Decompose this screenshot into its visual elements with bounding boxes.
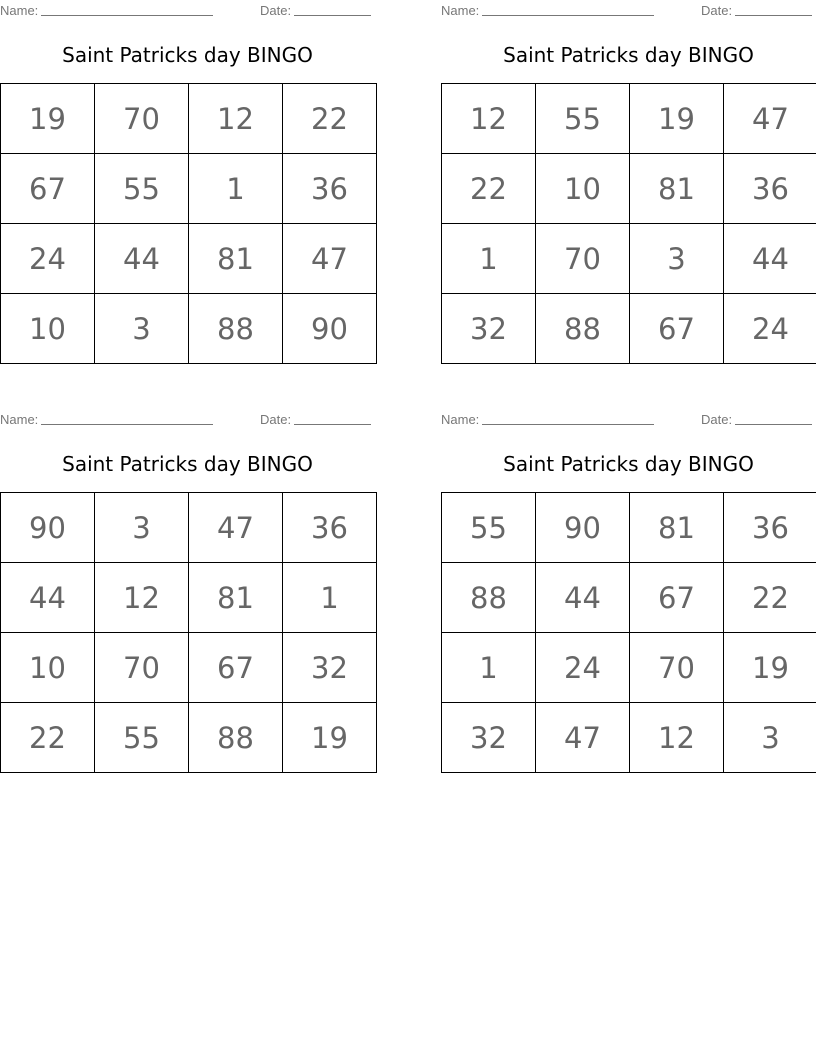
grid-cell: 44 xyxy=(1,563,95,633)
grid-row xyxy=(442,154,816,224)
grid-cell: 36 xyxy=(283,154,377,224)
card-title: Saint Patricks day BINGO xyxy=(503,43,754,67)
grid-cell: 47 xyxy=(536,703,630,773)
grid-cell: 88 xyxy=(442,563,536,633)
grid-cell: 88 xyxy=(189,703,283,773)
grid-row xyxy=(442,633,816,703)
grid-cell: 90 xyxy=(283,294,377,364)
grid-cell: 90 xyxy=(536,493,630,563)
grid-cell: 36 xyxy=(724,493,816,563)
name-label: Name: xyxy=(0,3,39,18)
grid-cell: 67 xyxy=(1,154,95,224)
grid-cell: 44 xyxy=(536,563,630,633)
grid-cell: 10 xyxy=(1,633,95,703)
grid-row xyxy=(442,84,816,154)
grid-cell: 24 xyxy=(1,224,95,294)
grid-cell: 32 xyxy=(442,294,536,364)
grid-cell: 88 xyxy=(189,294,283,364)
grid-row xyxy=(442,493,816,563)
bingo-grid xyxy=(441,83,816,364)
date-label: Date: xyxy=(701,3,733,18)
grid-cell: 70 xyxy=(536,224,630,294)
date-field xyxy=(260,3,371,19)
grid-cell: 36 xyxy=(283,493,377,563)
grid-cell: 67 xyxy=(630,563,724,633)
date-blank-line xyxy=(735,412,812,425)
name-field xyxy=(0,3,213,19)
grid-cell: 47 xyxy=(189,493,283,563)
grid-cell: 1 xyxy=(442,224,536,294)
grid-cell: 90 xyxy=(1,493,95,563)
grid-cell: 3 xyxy=(630,224,724,294)
name-field xyxy=(441,3,654,19)
grid-cell: 19 xyxy=(724,633,816,703)
date-field xyxy=(260,412,371,428)
grid-cell: 3 xyxy=(95,294,189,364)
grid-cell: 81 xyxy=(630,154,724,224)
name-blank-line xyxy=(41,3,213,16)
date-label: Date: xyxy=(701,412,733,427)
grid-cell: 1 xyxy=(283,563,377,633)
grid-cell: 22 xyxy=(442,154,536,224)
grid-cell: 81 xyxy=(189,563,283,633)
grid-row xyxy=(442,224,816,294)
grid-cell: 32 xyxy=(442,703,536,773)
grid-cell: 12 xyxy=(95,563,189,633)
grid-row xyxy=(1,493,377,563)
grid-cell: 55 xyxy=(536,84,630,154)
grid-row xyxy=(1,294,377,364)
grid-cell: 47 xyxy=(724,84,816,154)
grid-cell: 12 xyxy=(189,84,283,154)
grid-cell: 10 xyxy=(1,294,95,364)
name-label: Name: xyxy=(441,3,480,18)
grid-cell: 88 xyxy=(536,294,630,364)
grid-cell: 22 xyxy=(724,563,816,633)
name-field xyxy=(441,412,654,428)
grid-row xyxy=(442,563,816,633)
grid-cell: 3 xyxy=(724,703,816,773)
grid-cell: 1 xyxy=(442,633,536,703)
date-blank-line xyxy=(294,412,371,425)
grid-cell: 19 xyxy=(630,84,724,154)
grid-cell: 70 xyxy=(95,84,189,154)
grid-cell: 81 xyxy=(189,224,283,294)
grid-cell: 47 xyxy=(283,224,377,294)
grid-cell: 55 xyxy=(95,154,189,224)
grid-row xyxy=(442,703,816,773)
grid-cell: 22 xyxy=(283,84,377,154)
grid-cell: 12 xyxy=(442,84,536,154)
grid-row xyxy=(1,633,377,703)
grid-row xyxy=(1,224,377,294)
bingo-card-4 xyxy=(441,409,816,779)
grid-row xyxy=(1,703,377,773)
name-label: Name: xyxy=(0,412,39,427)
name-field xyxy=(0,412,213,428)
grid-row xyxy=(1,563,377,633)
grid-cell: 24 xyxy=(536,633,630,703)
grid-cell: 55 xyxy=(95,703,189,773)
grid-cell: 3 xyxy=(95,493,189,563)
grid-cell: 70 xyxy=(630,633,724,703)
date-blank-line xyxy=(294,3,371,16)
grid-cell: 36 xyxy=(724,154,816,224)
grid-cell: 67 xyxy=(630,294,724,364)
grid-cell: 70 xyxy=(95,633,189,703)
card-title: Saint Patricks day BINGO xyxy=(503,452,754,476)
name-blank-line xyxy=(482,412,654,425)
date-blank-line xyxy=(735,3,812,16)
name-blank-line xyxy=(41,412,213,425)
name-label: Name: xyxy=(441,412,480,427)
grid-cell: 55 xyxy=(442,493,536,563)
grid-row xyxy=(1,84,377,154)
bingo-grid xyxy=(0,83,377,364)
grid-cell: 44 xyxy=(724,224,816,294)
bingo-card-3 xyxy=(0,409,375,779)
grid-cell: 67 xyxy=(189,633,283,703)
card-title: Saint Patricks day BINGO xyxy=(62,452,313,476)
grid-cell: 24 xyxy=(724,294,816,364)
bingo-card-2 xyxy=(441,0,816,370)
date-label: Date: xyxy=(260,412,292,427)
name-blank-line xyxy=(482,3,654,16)
grid-cell: 19 xyxy=(1,84,95,154)
grid-cell: 32 xyxy=(283,633,377,703)
grid-cell: 12 xyxy=(630,703,724,773)
date-field xyxy=(701,412,812,428)
grid-row xyxy=(442,294,816,364)
grid-row xyxy=(1,154,377,224)
grid-cell: 19 xyxy=(283,703,377,773)
grid-cell: 10 xyxy=(536,154,630,224)
date-field xyxy=(701,3,812,19)
bingo-grid xyxy=(441,492,816,773)
card-title: Saint Patricks day BINGO xyxy=(62,43,313,67)
grid-cell: 1 xyxy=(189,154,283,224)
grid-cell: 81 xyxy=(630,493,724,563)
grid-cell: 44 xyxy=(95,224,189,294)
grid-cell: 22 xyxy=(1,703,95,773)
bingo-grid xyxy=(0,492,377,773)
bingo-card-1 xyxy=(0,0,375,370)
date-label: Date: xyxy=(260,3,292,18)
